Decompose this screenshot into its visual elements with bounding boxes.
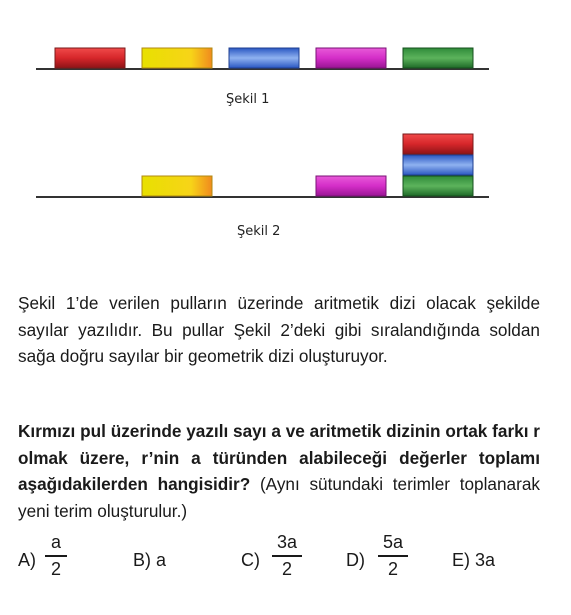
question-body: [18, 418, 540, 524]
pul-yellow-1: [142, 48, 212, 68]
option-d-label[interactable]: D): [346, 550, 365, 570]
option-c-den: 2: [281, 558, 292, 579]
question-bold: Kırmızı pul üzerinde yazılı sayı a ve aritmetik dizinin ortak farkı r olmak üzere, r’nin a türünden alabileceği değerler toplamı aşağıdakilerden hangisidir?: [18, 421, 540, 494]
caption-sekil-1: Şekil 1: [226, 92, 270, 107]
question-intro: Şekil 1’de verilen pulların üzerinde aritmetik dizi olacak şekilde sayılar yazılıdır. Bu pullar Şekil 2’deki gibi sıralandığında soldan sağa doğru sayılar bir geometrik dizi oluşturuyor.: [18, 293, 540, 366]
option-c-num: 3a: [276, 532, 298, 552]
pul-magenta-2: [316, 176, 386, 196]
answer-options: [0, 530, 571, 610]
fraction-bar: [272, 555, 302, 557]
pul-magenta-1: [316, 48, 386, 68]
option-d-den: 2: [387, 558, 398, 579]
option-c-label[interactable]: C): [241, 550, 260, 570]
option-b[interactable]: B) a: [133, 550, 167, 570]
pul-green-1: [403, 48, 473, 68]
option-a-num: a: [50, 532, 61, 552]
pul-red-1: [55, 48, 125, 68]
pul-yellow-2: [142, 176, 212, 196]
option-c-fraction[interactable]: [272, 532, 302, 580]
option-d-fraction[interactable]: [378, 532, 408, 580]
fraction-bar: [45, 555, 67, 557]
pul-blue-1: [229, 48, 299, 68]
option-a-fraction[interactable]: [45, 532, 67, 580]
option-a-den: 2: [50, 558, 61, 579]
pul-red-2: [403, 134, 473, 154]
question-note: (Aynı sütundaki terimler toplanarak yeni terim oluşturulur.): [18, 474, 540, 521]
figure-pullar: [0, 0, 571, 260]
caption-sekil-2: Şekil 2: [237, 224, 281, 239]
pul-green-2: [403, 176, 473, 196]
option-e[interactable]: E) 3a: [452, 550, 496, 570]
option-a-label[interactable]: A): [18, 550, 36, 570]
fraction-bar: [378, 555, 408, 557]
option-d-num: 5a: [382, 532, 404, 552]
pul-blue-2: [403, 155, 473, 175]
